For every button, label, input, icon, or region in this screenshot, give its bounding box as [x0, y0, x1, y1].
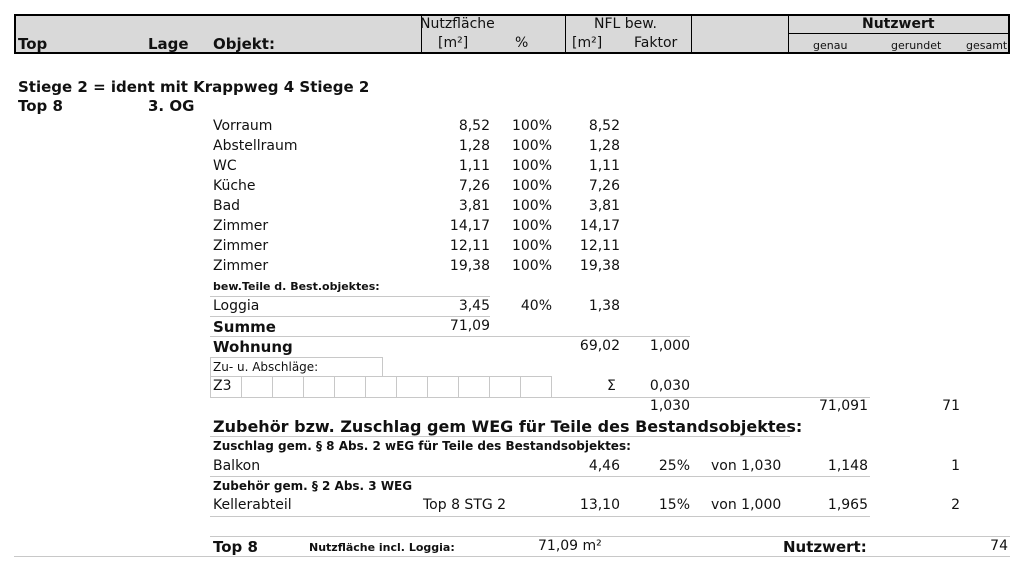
zuabschlaege-value: 0,030: [649, 378, 690, 394]
grid-cell: [458, 376, 490, 398]
bew-teile-label: bew.Teile d. Best.objektes:: [213, 280, 380, 293]
room-percent: 100%: [511, 118, 552, 134]
header-percent: %: [515, 35, 529, 51]
keller-ref: Top 8 STG 2: [423, 497, 507, 513]
divider: [210, 436, 790, 437]
room-nfl: 19,38: [579, 258, 620, 274]
header-gesamt: gesamt: [966, 39, 1008, 52]
header-lage: Lage: [148, 35, 189, 53]
zubehoer-label: Zubehör gem. § 2 Abs. 3 WEG: [213, 479, 413, 493]
top-label: Top 8: [18, 97, 63, 115]
room-nfl: 3,81: [588, 198, 620, 214]
grid-cell: [334, 376, 366, 398]
footer-nutzwert-value: 74: [990, 538, 1008, 554]
divider: [14, 556, 1010, 557]
room-area: 8,52: [458, 118, 490, 134]
header-gerundet: gerundet: [891, 39, 942, 52]
keller-genau: 1,965: [827, 497, 868, 513]
loggia-percent: 40%: [520, 298, 552, 314]
room-nfl: 7,26: [588, 178, 620, 194]
room-percent: 100%: [511, 158, 552, 174]
loggia-name: Loggia: [213, 298, 260, 314]
room-area: 1,11: [458, 158, 490, 174]
room-name: Küche: [213, 178, 256, 194]
total-faktor: 1,030: [649, 398, 690, 414]
footer-nutzflaeche-value: 71,09 m²: [538, 538, 602, 554]
room-nfl: 12,11: [579, 238, 620, 254]
grid-cell: [365, 376, 397, 398]
header-unit-m2: [m²]: [438, 35, 469, 51]
room-percent: 100%: [511, 178, 552, 194]
wohnung-faktor: 1,000: [649, 338, 690, 354]
room-name: Bad: [213, 198, 241, 214]
wohnung-label: Wohnung: [213, 338, 293, 356]
zubehoer-heading: Zubehör bzw. Zuschlag gem WEG für Teile des Bestandsobjektes:: [213, 417, 803, 436]
header-subline: [788, 33, 1008, 34]
room-nfl: 8,52: [588, 118, 620, 134]
room-name: Abstellraum: [213, 138, 298, 154]
room-area: 12,11: [449, 238, 490, 254]
room-percent: 100%: [511, 138, 552, 154]
wohnung-nfl: 69,02: [579, 338, 620, 354]
grid-cell: [520, 376, 552, 398]
header-faktor: Faktor: [634, 35, 678, 51]
divider: [210, 397, 870, 398]
room-percent: 100%: [511, 258, 552, 274]
footer-nutzflaeche-label: Nutzfläche incl. Loggia:: [309, 541, 455, 554]
balkon-gerundet: 1: [951, 458, 960, 474]
room-name: Zimmer: [213, 258, 269, 274]
loggia-nfl: 1,38: [588, 298, 620, 314]
balkon-percent: 25%: [658, 458, 690, 474]
room-area: 19,38: [449, 258, 490, 274]
room-area: 14,17: [449, 218, 490, 234]
divider: [210, 336, 690, 337]
z3-label: Z3: [213, 378, 232, 394]
grid-cell: [272, 376, 304, 398]
divider: [210, 476, 870, 477]
divider: [210, 516, 870, 517]
room-name: Zimmer: [213, 218, 269, 234]
keller-name: Kellerabteil: [213, 497, 292, 513]
room-name: Vorraum: [213, 118, 273, 134]
room-percent: 100%: [511, 218, 552, 234]
header-genau: genau: [813, 39, 848, 52]
balkon-von: von 1,030: [711, 458, 782, 474]
header-nutzflaeche: Nutzfläche: [420, 16, 495, 32]
header-objekt: Objekt:: [213, 35, 275, 53]
header-unit-m2-nfl: [m²]: [572, 35, 603, 51]
header-nutzwert: Nutzwert: [862, 16, 935, 32]
room-area: 1,28: [458, 138, 490, 154]
keller-von: von 1,000: [711, 497, 782, 513]
grid-cell: [489, 376, 521, 398]
room-name: WC: [213, 158, 237, 174]
header-divider: [565, 16, 566, 52]
room-area: 7,26: [458, 178, 490, 194]
footer-nutzwert-label: Nutzwert:: [783, 538, 867, 556]
keller-gerundet: 2: [951, 497, 960, 513]
balkon-genau: 1,148: [827, 458, 868, 474]
grid-cell: [396, 376, 428, 398]
divider: [210, 296, 490, 297]
header-divider: [691, 16, 692, 52]
grid-cell: [427, 376, 459, 398]
keller-percent: 15%: [658, 497, 690, 513]
header-divider: [788, 16, 789, 52]
balkon-area: 4,46: [588, 458, 620, 474]
room-area: 3,81: [458, 198, 490, 214]
keller-area: 13,10: [579, 497, 620, 513]
footer-top: Top 8: [213, 538, 258, 556]
header-top: Top: [18, 35, 48, 53]
summe-label: Summe: [213, 318, 276, 336]
grid-cell: [303, 376, 335, 398]
room-nfl: 1,28: [588, 138, 620, 154]
lage-label: 3. OG: [148, 97, 195, 115]
header-nfl-bew: NFL bew.: [594, 16, 657, 32]
room-nfl: 1,11: [588, 158, 620, 174]
summe-value: 71,09: [449, 318, 490, 334]
sigma-symbol: Σ: [607, 378, 616, 394]
zuabschlaege-label: Zu- u. Abschläge:: [213, 360, 319, 374]
divider: [210, 316, 490, 317]
room-percent: 100%: [511, 238, 552, 254]
loggia-area: 3,45: [458, 298, 490, 314]
zuschlag-label: Zuschlag gem. § 8 Abs. 2 wEG für Teile des Bestandsobjektes:: [213, 439, 631, 453]
total-gerundet: 71: [942, 398, 960, 414]
total-genau: 71,091: [819, 398, 868, 414]
room-name: Zimmer: [213, 238, 269, 254]
room-nfl: 14,17: [579, 218, 620, 234]
grid-cell: [241, 376, 273, 398]
room-percent: 100%: [511, 198, 552, 214]
balkon-name: Balkon: [213, 458, 261, 474]
divider: [210, 536, 1010, 537]
stiege-heading: Stiege 2 = ident mit Krappweg 4 Stiege 2: [18, 78, 370, 96]
